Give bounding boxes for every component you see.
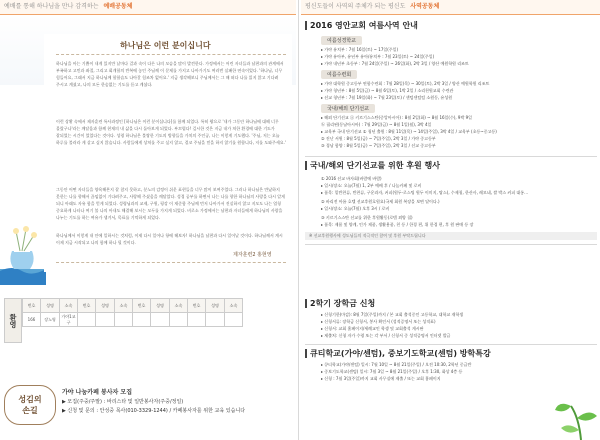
info-line: ▸ 신청기한(마감): 8월 7일(주일)까지 / 본 교회 출석중인 고등학교, 대학교 재학생	[321, 312, 464, 317]
table-cell: 장노영	[41, 313, 60, 327]
table-header: 성명	[151, 299, 170, 313]
section-scholarship	[305, 298, 375, 309]
welcome-table	[22, 298, 243, 327]
info-line: ▸ 품목: 밑반찬류, 반찬류, 구운과자, 커피(원두·로스팅 원두 이미지, 탑스), 수제청, 한산사, 레모네, 쌀 박스 커피 대롱…	[321, 190, 529, 195]
prayer-badge	[4, 385, 56, 425]
info-line: ▸ 일시/장소: 오늘(7월) 오후 3시 / 로비	[321, 206, 390, 211]
left-header-subtitle: 예배를 통해 하나님을 만나 감격하는	[4, 3, 99, 10]
info-line: ▸ 교육부 국내 단기선교 ① 청년 출원 : 8월 11일(목) ~ 14일(주일), 3박 4일 / 교육부 (초등~중고등)	[321, 129, 497, 134]
table-cell	[225, 313, 243, 327]
table-header: 성명	[206, 299, 225, 313]
right-page	[301, 0, 600, 440]
subsection-label: 여름성경학교	[321, 36, 362, 45]
signature: 제자훈련2 홍현영	[233, 252, 272, 258]
info-line: ▸ 선교 청년부 : 7월 19일(화) ~ 7월 23일(토) / 샌텀센텀텀 소원동, 유성원	[321, 95, 453, 100]
table-cell	[151, 313, 170, 327]
vase-icon	[0, 225, 46, 285]
info-line: ▸ 가야 내년부 초등부 : 7월 24일(주일) ~ 26일(화), 2박 3일 / 양산 예원학원 리조트	[321, 61, 469, 66]
table-header-row	[23, 299, 243, 313]
info-line: ▸ 일시/장소: 오늘(7월) 1, 2부 예배 후 / 나눔카페 및 로비	[321, 183, 422, 188]
table-header: 번호	[78, 299, 96, 313]
info-line: ③ 경남 함양 : 8월 5일(금) ~ 7일(주일), 2박 3일 / 선교 중고등부	[321, 143, 436, 148]
table-cell	[206, 313, 225, 327]
table-cell: 가야1교구	[61, 313, 76, 325]
section-fundraising	[305, 160, 440, 171]
info-line: ⓑ 필리핀(동남아시아) : 7월 29일(금) ~ 8월 1일(월), 3박 4일	[321, 122, 432, 127]
subsection-label: 여름수련회	[321, 70, 357, 79]
testimony-paragraph: 이런 상황 속에서 제자훈련 특사과정인 [하나님은 이런 분이십니다]를 함께 되었다. 특히 왕으로 '내가 그동안 하나님에 대해 너무 몰랐구나'라는 깨달음과 함께 현재의 내 삶을 다시 돌아보게 되었다. 부끄럽다! 깊시한 것은 지금 내가 처한 환경에 대한 기도가 잘되었는 시간이 었었다는 것이다. 성령 하나님은 불쌍한 기도의 방향들을 가치의 주인공, 나는 이렇게 기도했다. '주님, 저는 오늘 하루를 불러라 게 살고 싶지 않습니다. 사람들에게 상처를 주고 싶지 않고, 결코 주님을 믿을 하지 않기를 원합니다, 저를 도와주세요.'	[56, 119, 286, 145]
right-header-category: 사역공동체	[410, 3, 440, 10]
divider	[305, 156, 597, 157]
volunteer-notice	[62, 387, 245, 416]
right-header-subtitle: 평신도들이 사역의 주체가 되는 평신도	[305, 3, 406, 10]
left-header-category: 예배공동체	[103, 3, 133, 10]
table-header: 번호	[188, 299, 206, 313]
section-marker	[305, 299, 307, 308]
notice-line: ※ 선교후원행사에 성도님들의 적극적인 참여 및 후원 부탁드립니다	[305, 232, 597, 240]
table-cell	[96, 313, 115, 327]
info-line: ▸ 해외 단기선교 ⓐ 키르기스스탄(중앙아시아) : 8월 2일(화) ~ 8월 16일(수), 9박 9일	[321, 115, 473, 120]
info-line: ▸ 가야 청년부 : 8월 5일(금) ~ 8월 6일(토), 1박 2일 / 소리천원교회 수련관	[321, 88, 454, 93]
section-marker	[305, 161, 307, 170]
section-title: 큐티학교(가야/센텀), 중보기도학교(센텀) 방학특강	[310, 349, 491, 358]
info-line: ① 2016 선교 바자회(바람에 바람)	[321, 176, 382, 181]
table-cell	[170, 313, 188, 327]
table-header: 성명	[41, 299, 60, 313]
page-divider	[298, 0, 299, 440]
left-header	[0, 0, 296, 15]
info-line: ▸ 신청서류: 장학금 신청서, 봉사 확인서 (성적증명서 또는 성적표)	[321, 319, 436, 324]
table-header: 소속	[225, 299, 243, 313]
table-header: 소속	[60, 299, 78, 313]
info-line: ③ 키르기스스탄 선교를 위한 후원활동(로뎀 외양 칠)	[321, 215, 413, 220]
table-header: 소속	[170, 299, 188, 313]
divider	[305, 344, 597, 345]
info-line: ▸ 품목: 제품 및 양계, 인가 제품, 생활용품, 천 등 / 한경 편, 위 한경 편, 후 원 판매 등 장	[321, 222, 474, 227]
section-qt-school	[305, 348, 491, 359]
testimony-title: 하나님은 이런 분이십니다	[120, 41, 211, 50]
divider	[56, 54, 286, 55]
subsection-label: 국내/해외 단기선교	[321, 104, 375, 113]
table-cell	[115, 313, 133, 327]
info-line: ② 바리전 아름 호텔 선교후원호원요(국제 회원 복장을 보면 달이다.)	[321, 199, 440, 204]
info-line: ▸ 가야 유아부, 유년부 유아/유치부 : 7월 23일(토) ~ 24일(주일)	[321, 54, 435, 59]
testimony-paragraph: 그동안 어떤 자녀들을 양육해본지 잘 참지 못하고, 분노의 감정이 쉬운 표현들을 너무 많이 보여주었다. 그러나 하나님은 만났하지 못한는 나를 향해서 끊임없이 기다려주고, 사랑해 주셨음을 깨달았다. 성경 공부를 하면서 나는 나를 향한 하나님의 사랑을 다시 알게 되니 아래도 자유 함을 얻게 되었다. 성령님과의 교제, 구원, 평강 이 재준함 주님께 먼저 나아가서 진실하지 않고 지모도 나는 엄청 중요하게 나타나 여기 볼 나의 아내도 해결해 보시는 모두를 가지게 되었다. 비로소 가정에서는 남편과 자녀들에게 하나님의 사랑을 나누는 기도를 하는 여유가 생겨서, 목표를 기억하게 되었다.	[56, 187, 285, 220]
divider	[56, 262, 286, 263]
info-line: ▸ 큐티학교(가야/센텀) 일시: 7월 10일 ~ 8월 21일(주일) / 오전 10:30, 2학년 중급반	[321, 362, 472, 367]
volunteer-line: ▶ 신청 및 문의 : 안성중 목사(010-3329-1244) / 카페봉사자를 위한 교육 있습니다	[62, 408, 246, 414]
table-cell	[133, 313, 151, 327]
section-summer-ministry	[305, 20, 418, 31]
table-row	[23, 313, 243, 327]
table-header: 성명	[96, 299, 115, 313]
volunteer-title: 가야 나눔카페 봉사자 모집	[62, 389, 133, 396]
info-line: ▸ 가야 대학원 중고등부 연합수련회 : 7월 28일(목) ~ 30일(토), 2박 3일 / 양산 예원학원 리조트	[321, 81, 490, 86]
section-title: 국내/해외 단기선교를 위한 후원 행사	[310, 161, 440, 170]
info-line: ▸ 신청서: 교회 홈페이지/세례교인 학생 및 교회출석 게시판	[321, 326, 424, 331]
info-line: ▸ 신청 : 7월 3일(주일)까지 교회 사무실에 제출 / 또는 교회 홈페이지	[321, 376, 441, 381]
testimony-paragraph: 하나님을 아는 기쁨이 내게 있지만 날마다 걸과 속이 다른 나의 모습을 많이 발견한다. 가정에서는 어린 자녀들과 남편과의 관계에서 부족하고 고민과 좌절, 그리고 회개합의 반복에 놓인 주님께 이 문제를 가지고 나아가기도 여러번 실패한 연속이었다. '하나님, 너무 힘들어요, 그래서 지금 하나님께 합합습도 나아갈 힘조차 없어요.' 지금 생각해보니 주님께서는 그 때 떠다 나를 읽지 않고 기다려 주시고 계셨고, 나의 모든 한숨없는 기도를 듣고 계셨다.	[56, 61, 284, 87]
prayer-label-1: 성김의	[18, 395, 42, 404]
section-title: 2016 영안교회 여름사역 안내	[310, 21, 418, 30]
info-line: ▸ 제출처: 신청 자가 수령 또는 각 부서 / 신청서 중 성적증명서 인터넷 발급	[321, 333, 451, 338]
welcome-table-block	[0, 298, 296, 341]
welcome-label: 환영	[4, 298, 22, 343]
section-marker	[305, 349, 307, 358]
table-header: 번호	[133, 299, 151, 313]
right-header	[301, 0, 600, 15]
section-title: 2학기 장학금 신청	[310, 299, 376, 308]
prayer-label-2: 손길	[22, 406, 38, 415]
info-line: ▸ 가야 유치부 : 7월 16일(토) ~ 17일(주일)	[321, 47, 399, 52]
testimony-paragraph: 하나님께서 이렇게 내 안에 일하시는 것처럼, 이제 다시 일어나 항에 헤보자! 하나님을 남편과 다시 일어날 것이다. 하나님께서 계시 이제 지금 시작되고 나의 함께 하나 될 것이다.	[56, 233, 283, 245]
divider	[305, 244, 597, 245]
table-cell: 166	[23, 313, 41, 327]
table-cell	[78, 313, 96, 327]
info-line: ▸ 중보기도학교(센텀) 일시: 7월 3일 ~ 8월 21일(주일) / 오후 1:30, 화상 4층 등	[321, 369, 463, 374]
info-line: ② 진난 서원 : 8월 5일(금) ~ 7일(주일), 2박 3일 / 가야 중고등부	[321, 136, 436, 141]
table-header: 소속	[115, 299, 133, 313]
plant-icon	[551, 388, 600, 440]
volunteer-line: ▶ 모집(주중/주말) : 바리스타 및 일반봉사자(주중/정일)	[62, 399, 184, 405]
section-marker	[305, 21, 307, 30]
table-header: 번호	[23, 299, 41, 313]
table-cell	[188, 313, 206, 327]
left-page	[0, 0, 296, 440]
